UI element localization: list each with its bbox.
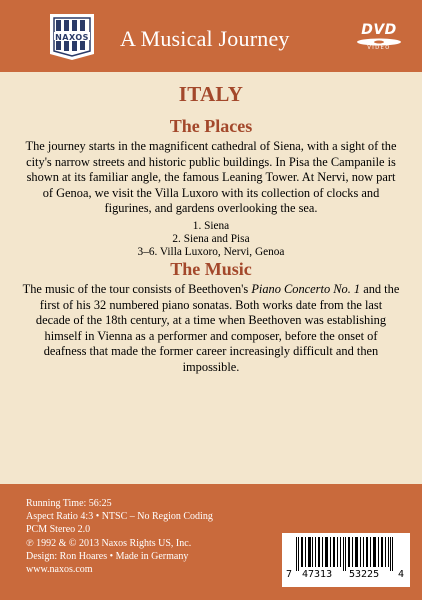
- dvd-text: DVD: [361, 22, 397, 38]
- content-panel: [0, 72, 422, 484]
- naxos-logo: [46, 14, 98, 60]
- design-credit: Design: Ron Hoares • Made in Germany: [26, 550, 189, 562]
- barcode-left-group: 47313: [302, 569, 333, 580]
- track-list: [0, 220, 422, 258]
- track-item: 1. Siena: [192, 220, 230, 232]
- track-item: 2. Siena and Pisa: [172, 232, 250, 245]
- header-bar: [0, 0, 422, 72]
- places-description: The journey starts in the magnificent cathedral of Siena, with a sight of the city's narrow streets and historic public buildings. In Pisa the Campanile is shown at its familiar angle, the famous Leaning Tower. At Nervi, now part of Genoa, we visit the Villa Luxoro with its collection of clocks and figurines, and gardens overlooking the sea.: [25, 139, 397, 215]
- track-item: 3–6. Villa Luxoro, Nervi, Genoa: [137, 245, 285, 258]
- country-title: ITALY: [178, 82, 244, 106]
- running-time: Running Time: 56:25: [26, 498, 112, 509]
- music-text-part1: The music of the tour consists of Beethoven's: [22, 282, 252, 296]
- format-info: Aspect Ratio 4:3 • NTSC – No Region Coding: [26, 511, 213, 523]
- barcode-first-digit: 7: [286, 569, 293, 580]
- barcode: [282, 533, 410, 587]
- logo-text: NAXOS: [55, 33, 89, 42]
- barcode-last-digit: 4: [398, 569, 405, 580]
- music-description: [22, 282, 400, 375]
- dvd-subtext: VIDEO: [367, 45, 391, 51]
- dvd-logo: [352, 21, 406, 55]
- series-title: A Musical Journey: [120, 26, 290, 51]
- music-heading: The Music: [170, 259, 252, 279]
- copyright-line: ℗ 1992 & © 2013 Naxos Rights US, Inc.: [26, 537, 192, 549]
- product-info: [26, 497, 276, 576]
- barcode-right-group: 53225: [349, 569, 380, 580]
- audio-info: PCM Stereo 2.0: [26, 524, 91, 536]
- website-link[interactable]: www.naxos.com: [26, 564, 93, 576]
- music-text-part2: and the first of his 32 numbered piano sonatas. Both works date from the last decade of the 18th century, at a time when Beethoven was establishing himself in Vienna as a performer and composer, before the onset of deafness that made the former career increasingly difficult and then impossible.: [35, 282, 400, 374]
- places-heading: The Places: [169, 116, 253, 136]
- barcode-bars-icon: [290, 537, 402, 571]
- music-work-title: Piano Concerto No. 1: [251, 282, 361, 296]
